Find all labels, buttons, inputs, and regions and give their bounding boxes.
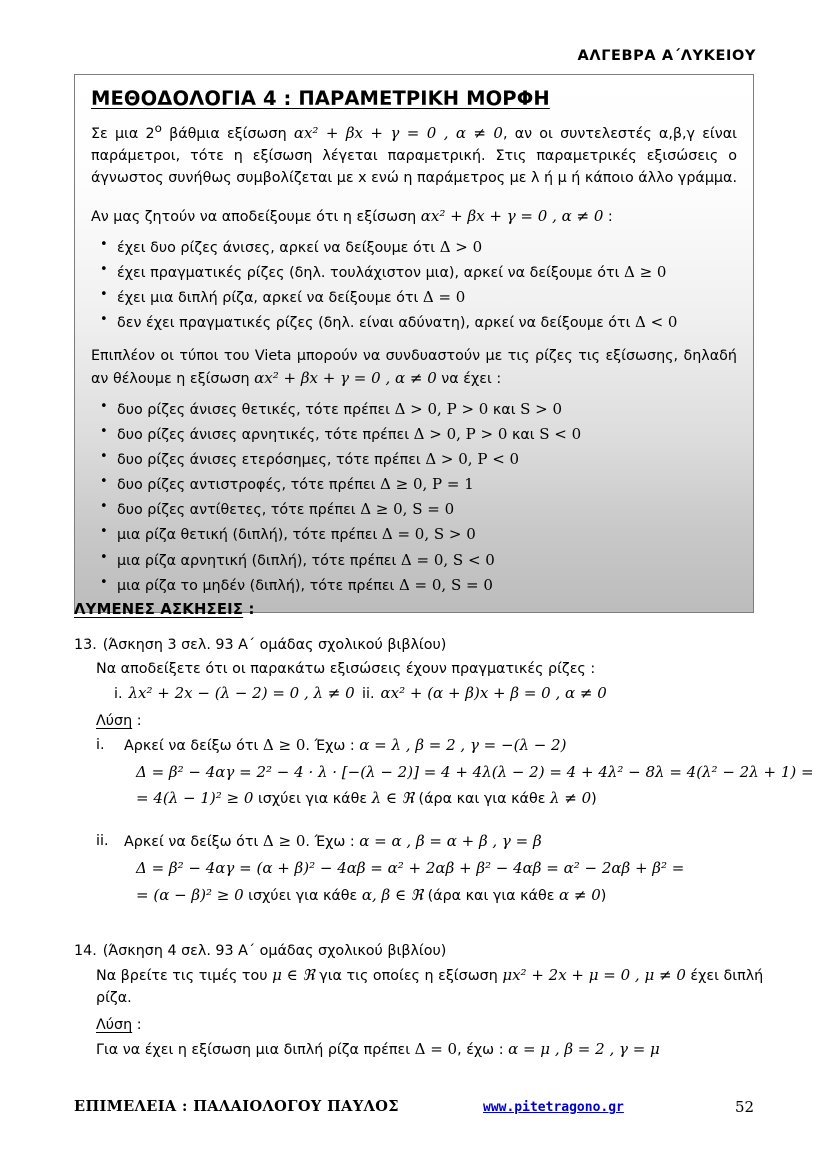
bullet-math: Δ = 0, S < 0: [400, 550, 495, 569]
prove-lead-text: Αν μας ζητούν να αποδείξουμε ότι η εξίσωση: [91, 209, 421, 226]
methodology-title-suffix: ΠΑΡΑΜΕΤΡΙΚΗ ΜΟΡΦΗ: [291, 87, 550, 110]
exercise-13-body: [96, 658, 814, 907]
exercise-13-prompt: Να αποδείξετε ότι οι παρακάτω εξισώσεις έχουν πραγματικές ρίζες :: [96, 661, 596, 678]
item-ii-equation: αx² + (α + β)x + β = 0 , α ≠ 0: [380, 684, 607, 703]
item-i-label: i.: [114, 686, 123, 703]
bullet-math-2: S > 0: [520, 399, 563, 418]
sol-i-tail-math-2: λ ≠ 0: [549, 789, 592, 808]
exercise-13: [74, 634, 814, 910]
list-item: [91, 472, 737, 497]
bullet-math-2: S < 0: [539, 424, 582, 443]
sol-ii-eq-line2: = (α − β)² ≥ 0: [136, 885, 244, 904]
solution-i-label: i.: [96, 736, 105, 753]
list-item: [91, 397, 737, 422]
list-item: [91, 235, 737, 260]
prove-equation: αx² + βx + γ = 0 , α ≠ 0: [420, 207, 604, 226]
vieta-text-a: Επιπλέον οι τύποι του Vieta μπορούν να συνδυαστούν με τις ρίζες τις εξίσωσης, δηλαδή αν θέλουμε η εξίσωση: [91, 348, 737, 388]
bullet-math: Δ > 0, P > 0: [394, 399, 489, 418]
vieta-equation: αx² + βx + γ = 0 , α ≠ 0: [254, 369, 437, 388]
ex14-sol-math-1: Δ = 0: [414, 1039, 458, 1058]
sol-ii-tail-math-2: α ≠ 0: [559, 885, 601, 904]
exercise-14: [74, 940, 774, 1063]
methodology-title: [91, 87, 737, 110]
ex14-prompt-c: έχει διπλή ρίζα.: [96, 968, 764, 1007]
footer-page-number: 52: [735, 1098, 755, 1116]
bullet-text: έχει πραγματικές ρίζες (δηλ. τουλάχιστον μια), αρκεί να δείξουμε ότι: [117, 264, 624, 281]
list-item: [91, 310, 737, 335]
ex14-prompt-b: για τις οποίες η εξίσωση: [314, 968, 503, 985]
list-item: [91, 447, 737, 472]
bullet-math: Δ = 0, S = 0: [398, 575, 493, 594]
exercise-14-prompt: [96, 964, 774, 1009]
bullet-text: μια ρίζα αρνητική (διπλή), τότε πρέπει: [117, 552, 401, 569]
solution-ii: [96, 830, 774, 853]
sol-i-tail-2: (άρα και για κάθε: [414, 791, 550, 808]
sol-ii-tail-1: ισχύει για κάθε: [243, 887, 362, 904]
prove-colon: :: [603, 209, 613, 226]
sol-i-tail-1: ισχύει για κάθε: [253, 791, 372, 808]
methodology-title-prefix: ΜΕΘΟΔΟΛΟΓΙΑ 4 :: [91, 87, 292, 110]
solved-exercises-heading-text: ΛΥΜΕΝΕΣ ΑΣΚΗΣΕΙΣ: [74, 601, 244, 618]
exercise-13-item-i: [114, 682, 362, 705]
bullet-text: δυο ρίζες αντιστροφές, τότε πρέπει: [117, 477, 381, 494]
bullet-text: έχει δυο ρίζες άνισες, αρκεί να δείξουμε ότι: [117, 239, 440, 256]
bullet-text: μια ρίζα το μηδέν (διπλή), τότε πρέπει: [117, 577, 399, 594]
prove-lead-paragraph: [91, 205, 737, 228]
vieta-text-b: να έχει :: [436, 371, 502, 388]
bullet-math: Δ = 0, S > 0: [381, 525, 476, 544]
sol-ii-tail-3: ): [600, 887, 607, 904]
lysi-text: Λύση: [96, 1016, 133, 1033]
sol-ii-values: α = α , β = α + β , γ = β: [359, 831, 542, 850]
sol-i-text-2: . Έχω :: [305, 737, 360, 754]
solution-ii-label: ii.: [96, 832, 109, 849]
exercise-13-header: [74, 634, 774, 656]
intro-text-b: βάθμια εξίσωση: [161, 125, 294, 142]
exercise-13-item-ii: [362, 682, 607, 705]
bullet-math: Δ > 0: [439, 237, 483, 256]
bullet-math: Δ > 0, P > 0: [413, 424, 508, 443]
methodology-intro-paragraph: [91, 119, 737, 189]
list-item: [91, 285, 737, 310]
sol-i-eq-line2: = 4(λ − 1)² ≥ 0: [136, 789, 254, 808]
exercise-13-number: 13.: [74, 637, 97, 653]
sol-ii-text: Αρκεί να δείξω ότι: [124, 833, 263, 850]
ex14-prompt-math-2: μx² + 2x + μ = 0 , μ ≠ 0: [502, 966, 686, 985]
bullet-conjunction: και: [507, 426, 540, 443]
exercise-13-source: (Άσκηση 3 σελ. 93 Α΄ ομάδας σχολικού βιβλίου): [102, 637, 447, 653]
sol-ii-text-2: . Έχω :: [305, 833, 360, 850]
lysi-colon: :: [132, 1016, 142, 1033]
lysi-colon: :: [132, 712, 142, 729]
methodology-box: [74, 74, 754, 613]
solution-i-discriminant-line-1: Δ = β² − 4αγ = 2² − 4 · λ · [−(λ − 2)] = 4 + 4λ(λ − 2) = 4 + 4λ² − 8λ = 4(λ² − 2λ + 1) =: [136, 762, 814, 781]
page-header-course: ΑΛΓΕΒΡΑ Α΄ΛΥΚΕΙΟΥ: [577, 48, 756, 64]
sol-i-condition: Δ ≥ 0: [262, 735, 306, 754]
list-item: [91, 522, 737, 547]
page-footer: [0, 1098, 828, 1128]
sol-ii-tail-math-1: α, β ∈ ℜ: [361, 885, 424, 904]
bullet-text: δεν έχει πραγματικές ρίζες (δηλ. είναι αδύνατη), αρκεί να δείξουμε ότι: [117, 315, 635, 332]
intro-equation: αx² + βx + γ = 0 , α ≠ 0: [293, 123, 503, 142]
bullet-text: δυο ρίζες άνισες θετικές, τότε πρέπει: [117, 401, 395, 418]
footer-author: ΕΠΙΜΕΛΕΙΑ : ΠΑΛΑΙΟΛΟΓΟΥ ΠΑΥΛΟΣ: [74, 1098, 399, 1115]
solution-i: [96, 734, 774, 757]
bullet-conjunction: και: [488, 401, 521, 418]
bullet-math: Δ ≥ 0, S = 0: [360, 500, 455, 519]
solution-i-statement: [124, 734, 566, 757]
list-item: [91, 497, 737, 522]
intro-text-a: Σε μια 2: [91, 125, 155, 142]
solution-ii-statement: [124, 830, 542, 853]
ex14-sol-b: , έχω :: [457, 1041, 509, 1058]
bullet-text: μια ρίζα θετική (διπλή), τότε πρέπει: [117, 527, 382, 544]
exercise-14-solution-line: [96, 1038, 774, 1061]
sol-i-text: Αρκεί να δείξω ότι: [124, 737, 263, 754]
ex14-sol-math-2: α = μ , β = 2 , γ = μ: [508, 1039, 660, 1058]
sol-ii-tail-2: (άρα και για κάθε: [423, 887, 559, 904]
sol-i-values: α = λ , β = 2 , γ = −(λ − 2): [359, 735, 567, 754]
intro-ordinal-sup: ο: [154, 121, 162, 135]
exercise-14-solution-label: [96, 1014, 774, 1036]
bullet-math: Δ ≥ 0: [624, 262, 667, 281]
footer-website-link[interactable]: www.pitetragono.gr: [483, 1100, 624, 1115]
solved-exercises-heading-colon: :: [243, 601, 255, 618]
bullet-math: Δ < 0: [634, 313, 678, 332]
item-i-equation: λx² + 2x − (λ − 2) = 0 , λ ≠ 0: [128, 684, 355, 703]
solution-ii-discriminant-line-1: Δ = β² − 4αγ = (α + β)² − 4αβ = α² + 2αβ + β² − 4αβ = α² − 2αβ + β² =: [136, 859, 685, 878]
exercise-14-body: [96, 964, 774, 1061]
list-item: [91, 548, 737, 573]
exercise-14-number: 14.: [74, 943, 97, 959]
list-item: [91, 260, 737, 285]
bullet-math: Δ > 0, P < 0: [425, 449, 520, 468]
conditions-list-discriminant: [91, 235, 737, 336]
bullet-text: έχει μια διπλή ρίζα, αρκεί να δείξουμε ότι: [117, 289, 423, 306]
ex14-sol-a: Για να έχει η εξίσωση μια διπλή ρίζα πρέπει: [96, 1041, 415, 1058]
vieta-paragraph: [91, 345, 737, 390]
sol-ii-condition: Δ ≥ 0: [262, 831, 306, 850]
bullet-text: δυο ρίζες αντίθετες, τότε πρέπει: [117, 502, 361, 519]
bullet-math: Δ ≥ 0, P = 1: [380, 475, 474, 494]
item-ii-label: ii.: [362, 686, 375, 703]
bullet-text: δυο ρίζες άνισες ετερόσημες, τότε πρέπει: [117, 451, 426, 468]
bullet-text: δυο ρίζες άνισες αρνητικές, τότε πρέπει: [117, 426, 414, 443]
intro-text-c: , αν οι συντελεστές α,β,γ είναι παράμετροι, τότε η εξίσωση λέγεται παραμετρική. Στις παραμετρικές εξισώσεις ο άγνωστος συνήθως συμβολίζεται με x ενώ η παράμετρος με λ ή μ ή κάποιο άλλο γράμμα.: [91, 125, 738, 187]
exercise-13-solution-label: [96, 710, 774, 732]
solution-i-discriminant-line-2: [136, 787, 774, 810]
list-item: [91, 422, 737, 447]
lysi-text: Λύση: [96, 712, 133, 729]
list-item: [91, 573, 737, 598]
ex14-prompt-math-1: μ ∈ ℜ: [272, 966, 315, 985]
ex14-prompt-a: Να βρείτε τις τιμές του: [96, 968, 273, 985]
sol-i-tail-3: ): [591, 791, 597, 808]
solved-exercises-heading: [74, 601, 255, 618]
conditions-list-vieta: [91, 397, 737, 598]
solution-ii-discriminant-line-2: [136, 884, 774, 907]
sol-i-tail-math-1: λ ∈ ℜ: [371, 789, 414, 808]
exercise-13-equations-row: [114, 682, 774, 705]
bullet-math: Δ = 0: [422, 287, 466, 306]
exercise-14-header: [74, 940, 774, 962]
exercise-14-source: (Άσκηση 4 σελ. 93 Α΄ ομάδας σχολικού βιβλίου): [102, 943, 447, 959]
